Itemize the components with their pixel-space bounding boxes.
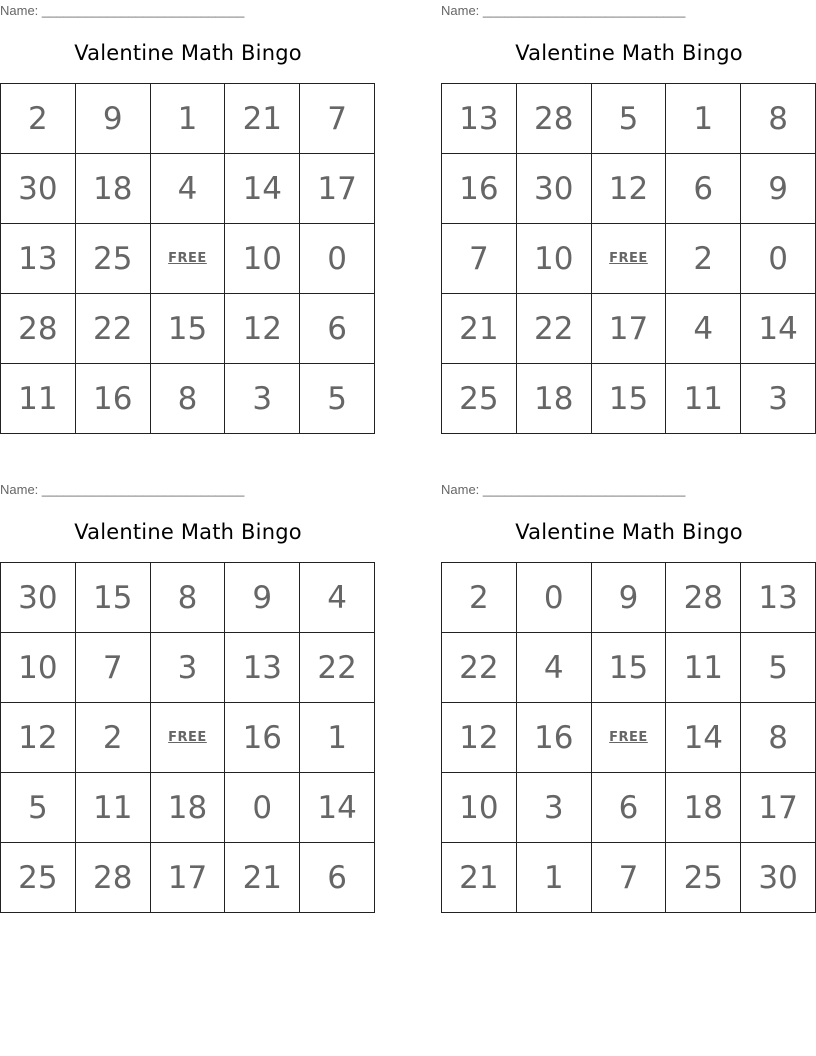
- bingo-cell[interactable]: 17: [741, 773, 816, 843]
- bingo-cell[interactable]: 9: [741, 154, 816, 224]
- bingo-grid: [441, 562, 816, 913]
- bingo-cell[interactable]: 12: [225, 294, 300, 364]
- bingo-cell[interactable]: 14: [300, 773, 375, 843]
- bingo-cell[interactable]: 14: [225, 154, 300, 224]
- bingo-cell[interactable]: 2: [76, 703, 151, 773]
- bingo-cell[interactable]: 16: [76, 364, 151, 434]
- bingo-cell[interactable]: 18: [666, 773, 741, 843]
- bingo-cell[interactable]: 13: [225, 633, 300, 703]
- bingo-cell[interactable]: 7: [76, 633, 151, 703]
- bingo-cell[interactable]: 6: [300, 294, 375, 364]
- bingo-cell[interactable]: 17: [300, 154, 375, 224]
- free-cell[interactable]: FREE: [592, 703, 667, 773]
- bingo-cell[interactable]: 2: [442, 563, 517, 633]
- name-field[interactable]: Name: ____________________________: [441, 3, 686, 18]
- bingo-card-1: [0, 0, 376, 440]
- bingo-cell[interactable]: 22: [442, 633, 517, 703]
- bingo-cell[interactable]: 15: [76, 563, 151, 633]
- bingo-cell[interactable]: 1: [666, 84, 741, 154]
- bingo-cell[interactable]: 3: [517, 773, 592, 843]
- bingo-cell[interactable]: 6: [592, 773, 667, 843]
- bingo-cell[interactable]: 8: [741, 84, 816, 154]
- bingo-cell[interactable]: 30: [1, 563, 76, 633]
- bingo-cell[interactable]: 21: [225, 843, 300, 913]
- card-title: Valentine Math Bingo: [74, 520, 302, 544]
- bingo-cell[interactable]: 28: [1, 294, 76, 364]
- bingo-cell[interactable]: 17: [151, 843, 226, 913]
- card-title: Valentine Math Bingo: [74, 41, 302, 65]
- bingo-cell[interactable]: 11: [666, 364, 741, 434]
- bingo-cell[interactable]: 3: [151, 633, 226, 703]
- bingo-cell[interactable]: 2: [1, 84, 76, 154]
- bingo-cell[interactable]: 22: [300, 633, 375, 703]
- bingo-cell[interactable]: 4: [666, 294, 741, 364]
- bingo-cell[interactable]: 16: [517, 703, 592, 773]
- free-cell[interactable]: FREE: [592, 224, 667, 294]
- bingo-cell[interactable]: 0: [741, 224, 816, 294]
- bingo-grid: [441, 83, 816, 434]
- bingo-cell[interactable]: 30: [1, 154, 76, 224]
- bingo-cell[interactable]: 14: [666, 703, 741, 773]
- card-title: Valentine Math Bingo: [515, 520, 743, 544]
- bingo-cell[interactable]: 8: [151, 563, 226, 633]
- bingo-cell[interactable]: 25: [442, 364, 517, 434]
- free-cell[interactable]: FREE: [151, 224, 226, 294]
- bingo-cell[interactable]: 10: [517, 224, 592, 294]
- bingo-cell[interactable]: 13: [442, 84, 517, 154]
- bingo-cell[interactable]: 21: [442, 843, 517, 913]
- bingo-cell[interactable]: 30: [517, 154, 592, 224]
- bingo-card-3: [0, 479, 376, 919]
- bingo-cell[interactable]: 6: [300, 843, 375, 913]
- bingo-cell[interactable]: 10: [225, 224, 300, 294]
- bingo-cell[interactable]: 9: [225, 563, 300, 633]
- bingo-cell[interactable]: 15: [592, 633, 667, 703]
- bingo-cell[interactable]: 1: [151, 84, 226, 154]
- bingo-cell[interactable]: 11: [666, 633, 741, 703]
- bingo-cell[interactable]: 2: [666, 224, 741, 294]
- bingo-card-4: [441, 479, 816, 919]
- bingo-cell[interactable]: 1: [300, 703, 375, 773]
- bingo-cell[interactable]: 9: [592, 563, 667, 633]
- bingo-cell[interactable]: 28: [666, 563, 741, 633]
- bingo-cell[interactable]: 9: [76, 84, 151, 154]
- bingo-cell[interactable]: 30: [741, 843, 816, 913]
- bingo-cell[interactable]: 28: [76, 843, 151, 913]
- bingo-cell[interactable]: 18: [76, 154, 151, 224]
- bingo-cell[interactable]: 13: [1, 224, 76, 294]
- bingo-cell[interactable]: 16: [442, 154, 517, 224]
- bingo-cell[interactable]: 25: [1, 843, 76, 913]
- bingo-cell[interactable]: 12: [442, 703, 517, 773]
- bingo-cell[interactable]: 10: [442, 773, 517, 843]
- bingo-cell[interactable]: 7: [442, 224, 517, 294]
- bingo-cell[interactable]: 6: [666, 154, 741, 224]
- bingo-cell[interactable]: 7: [592, 843, 667, 913]
- bingo-cell[interactable]: 18: [151, 773, 226, 843]
- bingo-cell[interactable]: 21: [225, 84, 300, 154]
- bingo-cell[interactable]: 10: [1, 633, 76, 703]
- name-field[interactable]: Name: ____________________________: [0, 3, 245, 18]
- bingo-grid: [0, 83, 375, 434]
- bingo-cell[interactable]: 16: [225, 703, 300, 773]
- bingo-cell[interactable]: 13: [741, 563, 816, 633]
- bingo-cell[interactable]: 0: [225, 773, 300, 843]
- bingo-cell[interactable]: 25: [666, 843, 741, 913]
- bingo-cell[interactable]: 3: [225, 364, 300, 434]
- bingo-cell[interactable]: 17: [592, 294, 667, 364]
- bingo-cell[interactable]: 25: [76, 224, 151, 294]
- bingo-cell[interactable]: 8: [741, 703, 816, 773]
- bingo-cell[interactable]: 12: [1, 703, 76, 773]
- bingo-cell[interactable]: 21: [442, 294, 517, 364]
- bingo-cell[interactable]: 12: [592, 154, 667, 224]
- bingo-cell[interactable]: 5: [592, 84, 667, 154]
- bingo-cell[interactable]: 15: [151, 294, 226, 364]
- bingo-cell[interactable]: 22: [517, 294, 592, 364]
- bingo-cell[interactable]: 4: [517, 633, 592, 703]
- bingo-cell[interactable]: 5: [1, 773, 76, 843]
- bingo-cell[interactable]: 11: [1, 364, 76, 434]
- bingo-cell[interactable]: 28: [517, 84, 592, 154]
- bingo-grid: [0, 562, 375, 913]
- bingo-cell[interactable]: 1: [517, 843, 592, 913]
- bingo-cell[interactable]: 15: [592, 364, 667, 434]
- bingo-cell[interactable]: 5: [300, 364, 375, 434]
- bingo-cell[interactable]: 18: [517, 364, 592, 434]
- bingo-cell[interactable]: 3: [741, 364, 816, 434]
- bingo-cell[interactable]: 8: [151, 364, 226, 434]
- bingo-cell[interactable]: 22: [76, 294, 151, 364]
- bingo-cell[interactable]: 14: [741, 294, 816, 364]
- bingo-cell[interactable]: 5: [741, 633, 816, 703]
- bingo-cell[interactable]: 0: [517, 563, 592, 633]
- name-field[interactable]: Name: ____________________________: [441, 482, 686, 497]
- bingo-cell[interactable]: 7: [300, 84, 375, 154]
- free-cell[interactable]: FREE: [151, 703, 226, 773]
- bingo-card-2: [441, 0, 816, 440]
- bingo-cell[interactable]: 4: [151, 154, 226, 224]
- card-title: Valentine Math Bingo: [515, 41, 743, 65]
- bingo-cell[interactable]: 11: [76, 773, 151, 843]
- name-field[interactable]: Name: ____________________________: [0, 482, 245, 497]
- bingo-cell[interactable]: 4: [300, 563, 375, 633]
- bingo-cell[interactable]: 0: [300, 224, 375, 294]
